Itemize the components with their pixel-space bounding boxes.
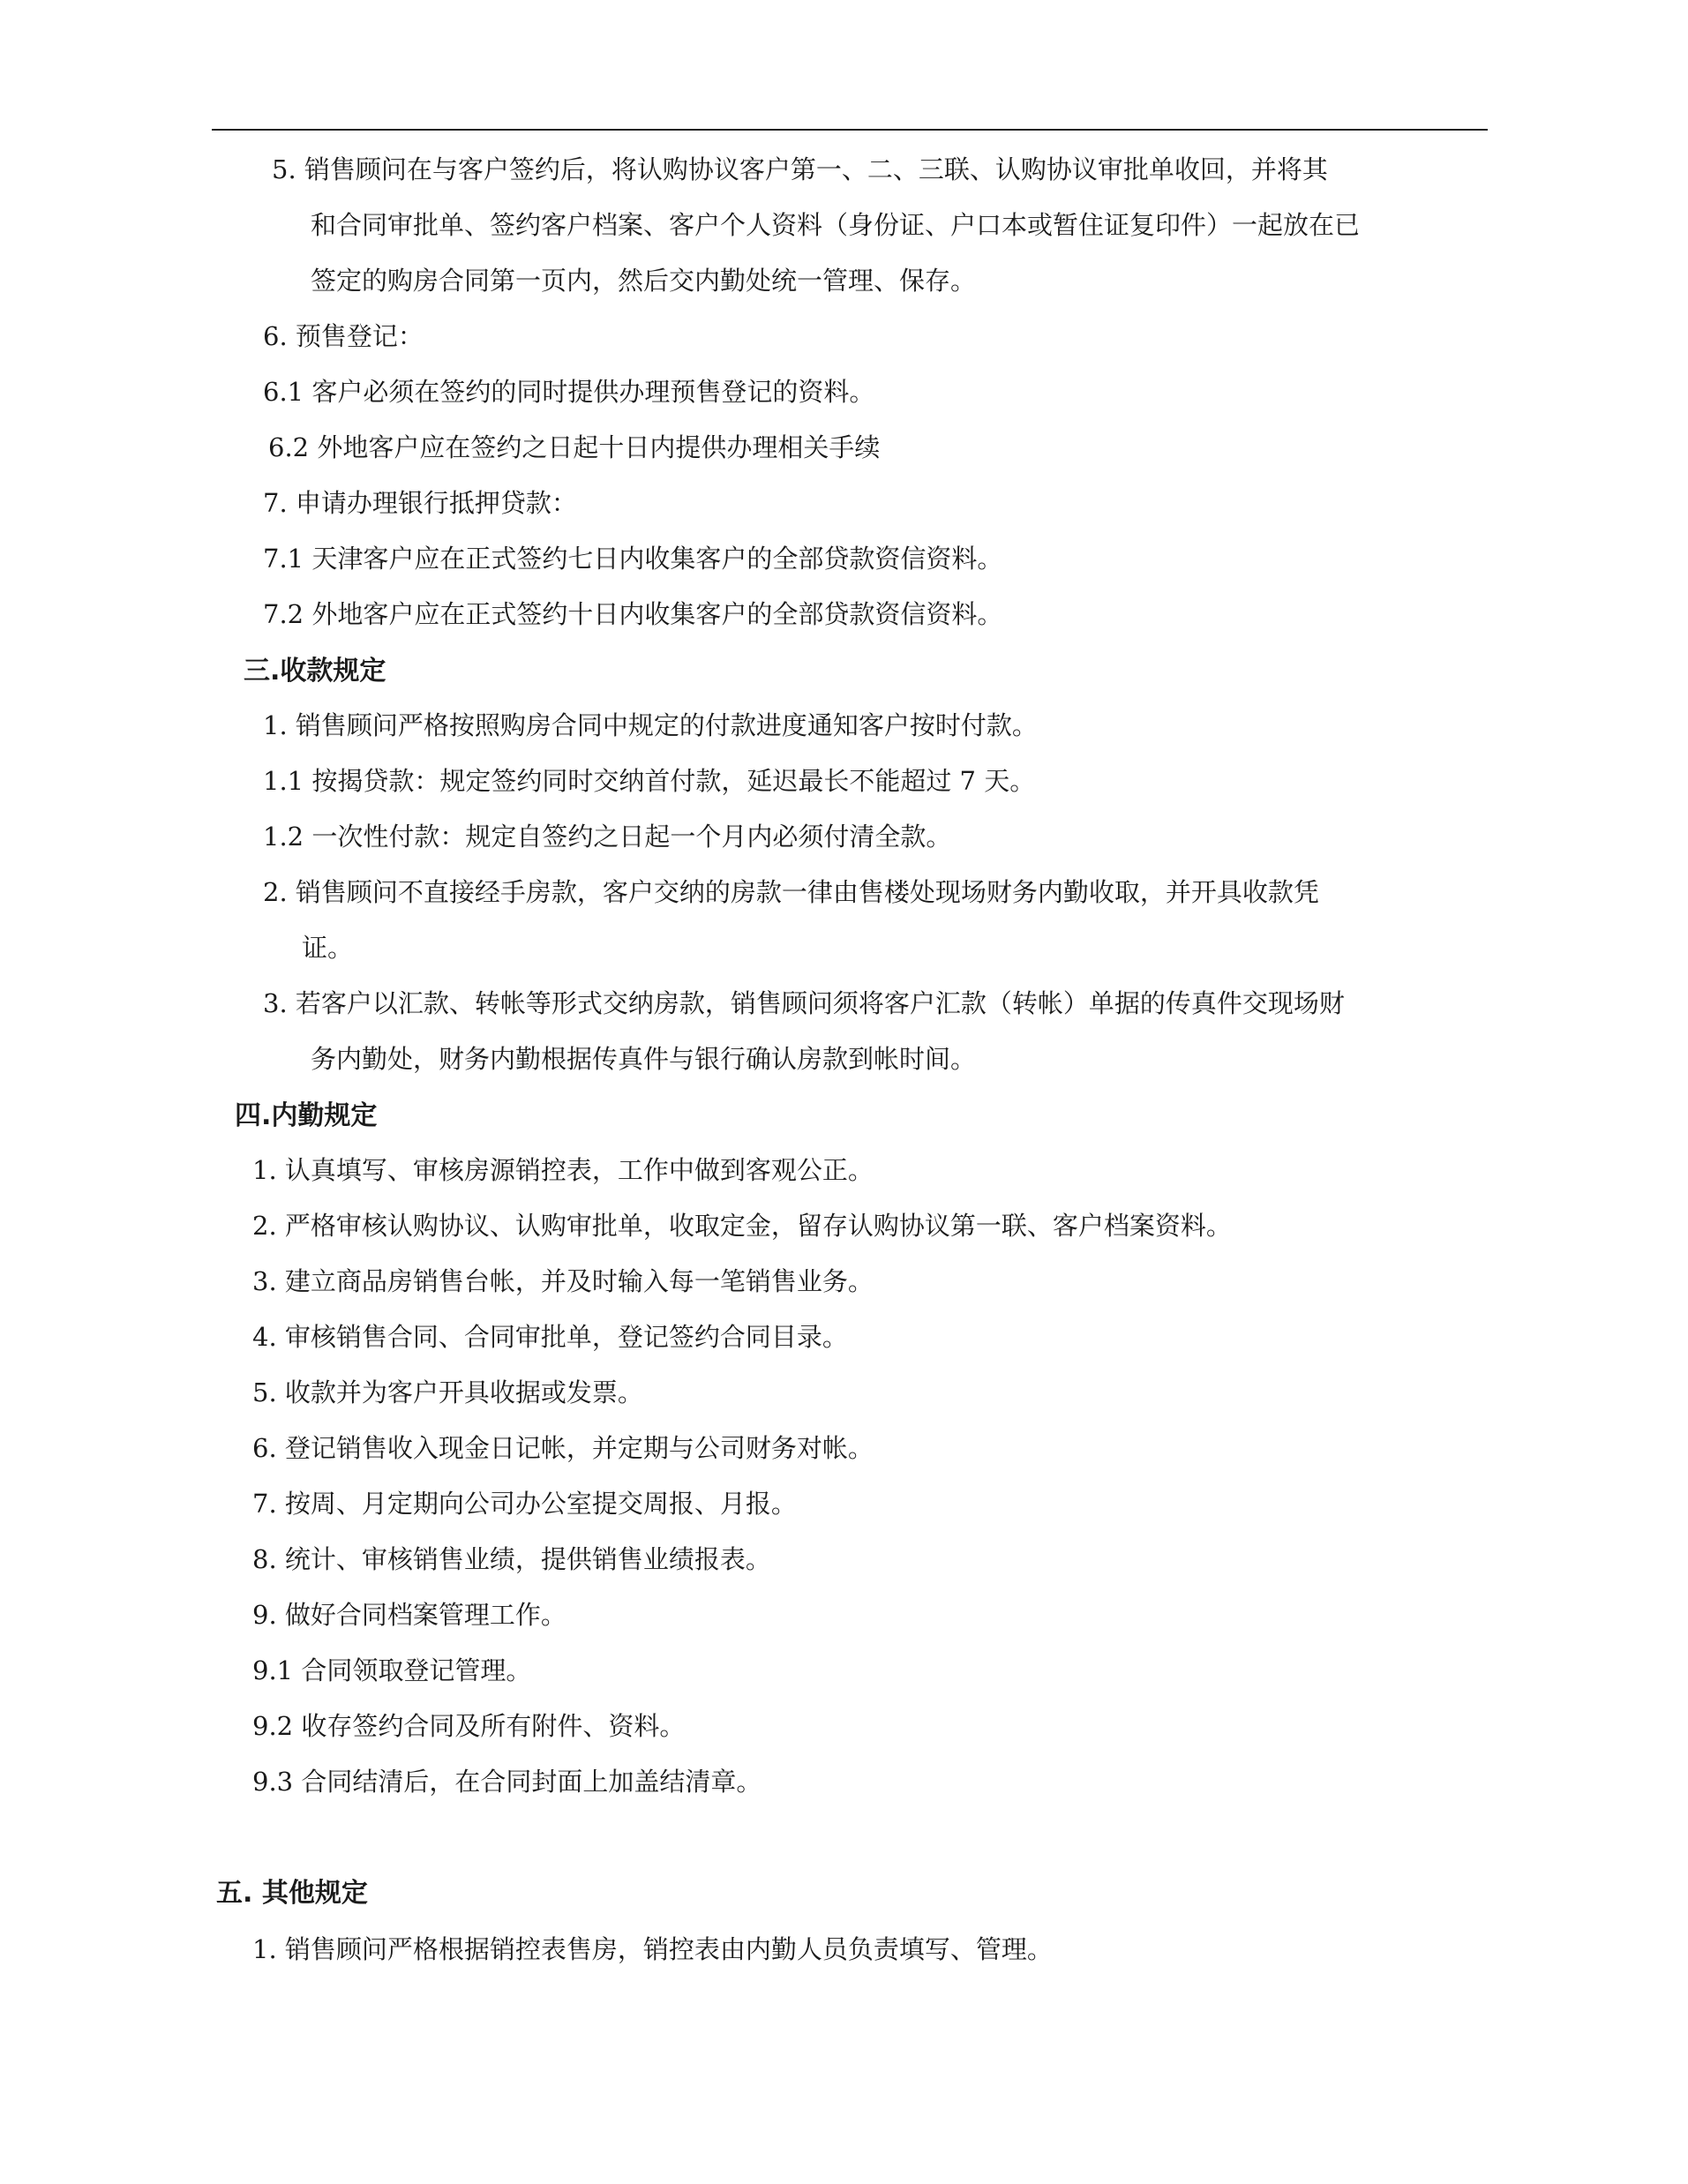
s2-item5-line3: 签定的购房合同第一页内，然后交内勤处统一管理、保存。 <box>311 266 977 296</box>
s4-item7: 7. 按周、月定期向公司办公室提交周报、月报。 <box>252 1489 797 1519</box>
s2-item5-line1: 5. 销售顾问在与客户签约后，将认购协议客户第一、二、三联、认购协议审批单收回，并将其 <box>272 154 1328 184</box>
s5-item1: 1. 销售顾问严格根据销控表售房，销控表由内勤人员负责填写、管理。 <box>252 1934 1053 1964</box>
s3-item1-1: 1.1 按揭贷款：规定签约同时交纳首付款，延迟最长不能超过 7 天。 <box>263 766 1036 796</box>
s4-item9-1: 9.1 合同领取登记管理。 <box>252 1655 532 1685</box>
header-rule <box>212 129 1488 131</box>
s2-item6-1: 6.1 客户必须在签约的同时提供办理预售登记的资料。 <box>263 377 875 407</box>
s3-item2-line1: 2. 销售顾问不直接经手房款，客户交纳的房款一律由售楼处现场财务内勤收取，并开具收款凭 <box>263 877 1319 907</box>
s4-item6: 6. 登记销售收入现金日记帐，并定期与公司财务对帐。 <box>252 1433 874 1463</box>
s2-item7-1: 7.1 天津客户应在正式签约七日内收集客户的全部贷款资信资料。 <box>263 544 1003 574</box>
s4-item9-3: 9.3 合同结清后，在合同封面上加盖结清章。 <box>252 1767 762 1797</box>
s2-item6-2: 6.2 外地客户应在签约之日起十日内提供办理相关手续 <box>268 432 881 462</box>
s3-item2-line2: 证。 <box>302 933 354 963</box>
section-5-heading: 五. 其他规定 <box>216 1878 368 1909</box>
s4-item1: 1. 认真填写、审核房源销控表，工作中做到客观公正。 <box>252 1155 874 1185</box>
s4-item4: 4. 审核销售合同、合同审批单，登记签约合同目录。 <box>252 1322 848 1352</box>
s4-item5: 5. 收款并为客户开具收据或发票。 <box>252 1377 643 1407</box>
s4-item9: 9. 做好合同档案管理工作。 <box>252 1600 566 1630</box>
s4-item9-2: 9.2 收存签约合同及所有附件、资料。 <box>252 1711 686 1741</box>
s4-item8: 8. 统计、审核销售业绩，提供销售业绩报表。 <box>252 1544 771 1574</box>
section-4-heading: 四.内勤规定 <box>235 1100 378 1131</box>
s3-item1-2: 1.2 一次性付款：规定自签约之日起一个月内必须付清全款。 <box>263 822 952 852</box>
s4-item3: 3. 建立商品房销售台帐，并及时输入每一笔销售业务。 <box>252 1266 874 1296</box>
s2-item7: 7. 申请办理银行抵押贷款： <box>263 488 577 518</box>
s3-item1: 1. 销售顾问严格按照购房合同中规定的付款进度通知客户按时付款。 <box>263 710 1038 740</box>
section-3-heading: 三.收款规定 <box>244 656 386 687</box>
s3-item3-line1: 3. 若客户以汇款、转帐等形式交纳房款，销售顾问须将客户汇款（转帐）单据的传真件交现场财 <box>263 988 1345 1018</box>
s2-item6: 6. 预售登记： <box>263 321 424 351</box>
s3-item3-line2: 务内勤处，财务内勤根据传真件与银行确认房款到帐时间。 <box>311 1044 977 1074</box>
s4-item2: 2. 严格审核认购协议、认购审批单，收取定金，留存认购协议第一联、客户档案资料。 <box>252 1211 1232 1241</box>
s2-item5-line2: 和合同审批单、签约客户档案、客户个人资料（身份证、户口本或暂住证复印件）一起放在已 <box>311 210 1361 240</box>
s2-item7-2: 7.2 外地客户应在正式签约十日内收集客户的全部贷款资信资料。 <box>263 599 1003 629</box>
